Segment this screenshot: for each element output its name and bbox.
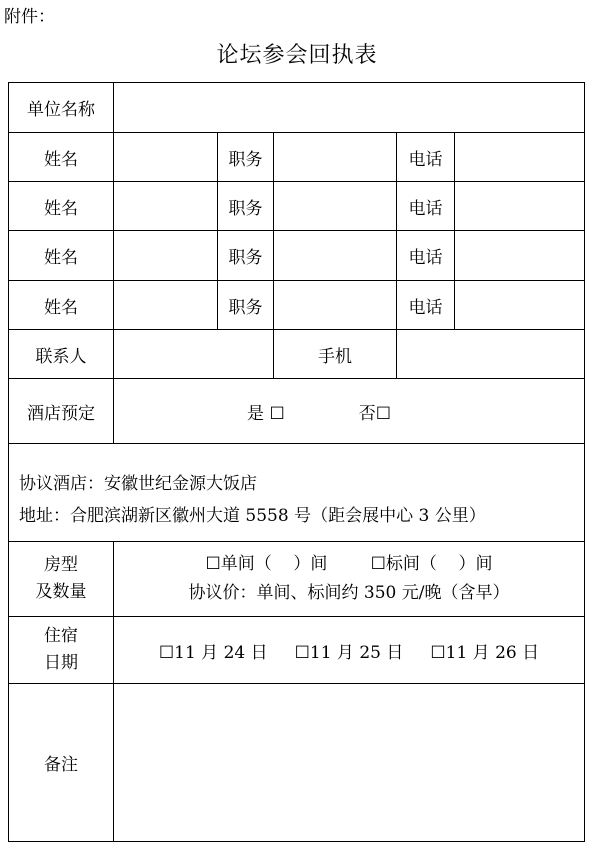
room-price-text: 协议价：单间、标间约 350 元/晚（含早） — [188, 583, 510, 603]
attendee-row-2 — [9, 181, 584, 230]
room-type-label-line2: 及数量 — [35, 582, 87, 602]
name-label: 姓名 — [44, 248, 78, 268]
title-label: 职务 — [217, 231, 273, 280]
title-field[interactable] — [273, 231, 396, 280]
date-nov-24-checkbox[interactable]: ☐11 月 24 日 — [158, 642, 268, 663]
attachment-label: 附件： — [4, 7, 55, 27]
unit-label: 单位名称 — [27, 100, 95, 120]
date-nov-25-checkbox[interactable]: ☐11 月 25 日 — [294, 642, 404, 663]
room-type-label-line1: 房型 — [44, 555, 78, 575]
form-title: 论坛参会回执表 — [216, 43, 378, 68]
phone-label: 电话 — [396, 281, 454, 329]
name-field[interactable] — [113, 281, 217, 329]
reply-form-table — [8, 82, 585, 842]
contact-row — [9, 329, 584, 378]
name-field[interactable] — [113, 133, 217, 181]
standard-room-checkbox[interactable]: ☐标间（ ）间 — [370, 554, 493, 574]
unit-field[interactable] — [113, 83, 584, 132]
room-type-label — [9, 542, 113, 616]
unit-row — [9, 83, 584, 132]
hotel-booking-row — [9, 378, 584, 443]
phone-label: 电话 — [396, 133, 454, 181]
title-field[interactable] — [273, 281, 396, 329]
hotel-booking-label: 酒店预定 — [27, 403, 95, 424]
phone-field[interactable] — [454, 133, 584, 181]
phone-field[interactable] — [454, 281, 584, 329]
phone-field[interactable] — [454, 231, 584, 280]
title-label: 职务 — [217, 133, 273, 181]
name-field[interactable] — [113, 182, 217, 230]
mobile-label: 手机 — [273, 330, 396, 378]
stay-dates-label-line1: 住宿 — [44, 626, 78, 646]
phone-label: 电话 — [396, 231, 454, 280]
date-nov-26-checkbox[interactable]: ☐11 月 26 日 — [430, 642, 540, 663]
hotel-address-text: 地址：合肥滨湖新区徽州大道 5558 号（距会展中心 3 公里） — [19, 506, 486, 526]
name-label: 姓名 — [44, 149, 78, 170]
attendee-row-3 — [9, 230, 584, 280]
stay-dates-options — [113, 617, 584, 683]
name-label: 姓名 — [44, 198, 78, 219]
attendee-row-1 — [9, 132, 584, 181]
stay-dates-label-line2: 日期 — [44, 653, 78, 673]
hotel-booking-options — [113, 379, 584, 443]
room-type-row — [9, 541, 584, 616]
hotel-name-text: 协议酒店：安徽世纪金源大饭店 — [19, 474, 257, 494]
remarks-label: 备注 — [44, 755, 78, 775]
stay-dates-label — [9, 617, 113, 683]
title-label: 职务 — [217, 281, 273, 329]
room-checkbox-line — [206, 550, 493, 579]
contact-field[interactable] — [113, 330, 273, 378]
contact-label: 联系人 — [35, 346, 87, 367]
name-label: 姓名 — [44, 297, 78, 318]
title-field[interactable] — [273, 133, 396, 181]
single-room-checkbox[interactable]: ☐单间（ ）间 — [205, 554, 328, 574]
hotel-info-row — [9, 443, 584, 541]
remarks-field[interactable] — [113, 684, 584, 841]
mobile-field[interactable] — [396, 330, 584, 378]
phone-label: 电话 — [396, 182, 454, 230]
name-field[interactable] — [113, 231, 217, 280]
stay-dates-row — [9, 616, 584, 683]
title-label: 职务 — [217, 182, 273, 230]
hotel-booking-no-checkbox[interactable]: 否☐ — [358, 403, 391, 424]
phone-field[interactable] — [454, 182, 584, 230]
title-field[interactable] — [273, 182, 396, 230]
room-type-options — [113, 542, 584, 616]
hotel-booking-yes-checkbox[interactable]: 是 ☐ — [247, 403, 285, 424]
remarks-row — [9, 683, 584, 841]
attendee-row-4 — [9, 280, 584, 329]
